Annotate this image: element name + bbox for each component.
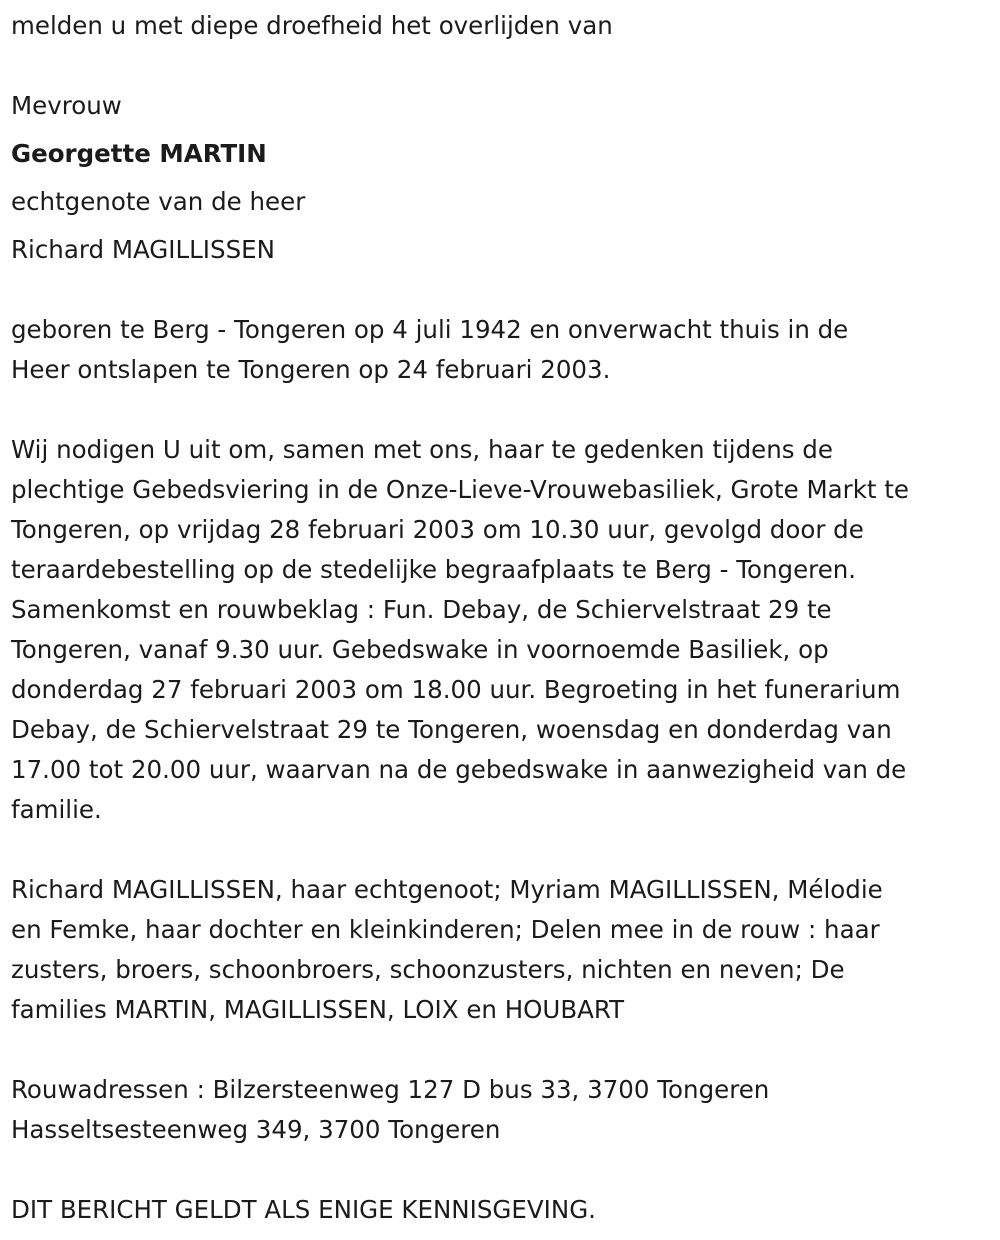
paragraph-line: geboren te Berg - Tongeren op 4 juli 1942 en onverwacht thuis in de	[11, 315, 849, 344]
intro-text: melden u met diepe droefheid het overlijden van	[11, 11, 613, 40]
paragraph-line: families MARTIN, MAGILLISSEN, LOIX en HOUBART	[11, 995, 625, 1024]
paragraph-line: teraardebestelling op de stedelijke begraafplaats te Berg - Tongeren.	[11, 555, 857, 584]
paragraph-line: Debay, de Schiervelstraat 29 te Tongeren, woensdag en donderdag van	[11, 715, 892, 744]
deceased-title: Mevrouw	[11, 91, 122, 120]
deceased-relation: echtgenote van de heer	[11, 187, 306, 216]
paragraph-line: Rouwadressen : Bilzersteenweg 127 D bus 33, 3700 Tongeren	[11, 1075, 770, 1104]
notice-paragraph	[11, 1190, 596, 1230]
addresses-paragraph	[11, 1070, 769, 1150]
paragraph-line: plechtige Gebedsviering in de Onze-Lieve-Vrouwebasiliek, Grote Markt te	[11, 475, 909, 504]
paragraph-line: familie.	[11, 795, 102, 824]
paragraph-line: 17.00 tot 20.00 uur, waarvan na de gebedswake in aanwezigheid van de	[11, 755, 907, 784]
spouse-name: Richard MAGILLISSEN	[11, 235, 275, 264]
paragraph-line: Wij nodigen U uit om, samen met ons, haar te gedenken tijdens de	[11, 435, 833, 464]
paragraph-line: Tongeren, vanaf 9.30 uur. Gebedswake in voornoemde Basiliek, op	[11, 635, 829, 664]
deceased-block	[11, 82, 305, 274]
paragraph-line: Samenkomst en rouwbeklag : Fun. Debay, de Schiervelstraat 29 te	[11, 595, 832, 624]
paragraph-line: Heer ontslapen te Tongeren op 24 februari 2003.	[11, 355, 611, 384]
paragraph-line: en Femke, haar dochter en kleinkinderen; Delen mee in de rouw : haar	[11, 915, 880, 944]
deceased-name: Georgette MARTIN	[11, 139, 267, 168]
paragraph-line: Tongeren, op vrijdag 28 februari 2003 om 10.30 uur, gevolgd door de	[11, 515, 864, 544]
paragraph-line: zusters, broers, schoonbroers, schoonzusters, nichten en neven; De	[11, 955, 845, 984]
paragraph-line: Hasseltsesteenweg 349, 3700 Tongeren	[11, 1115, 501, 1144]
ceremony-paragraph	[11, 430, 909, 830]
paragraph-line: Richard MAGILLISSEN, haar echtgenoot; Myriam MAGILLISSEN, Mélodie	[11, 875, 883, 904]
notice-text: DIT BERICHT GELDT ALS ENIGE KENNISGEVING.	[11, 1195, 596, 1224]
family-paragraph	[11, 870, 883, 1030]
paragraph-line: donderdag 27 februari 2003 om 18.00 uur. Begroeting in het funerarium	[11, 675, 901, 704]
birth-death-paragraph	[11, 310, 848, 390]
